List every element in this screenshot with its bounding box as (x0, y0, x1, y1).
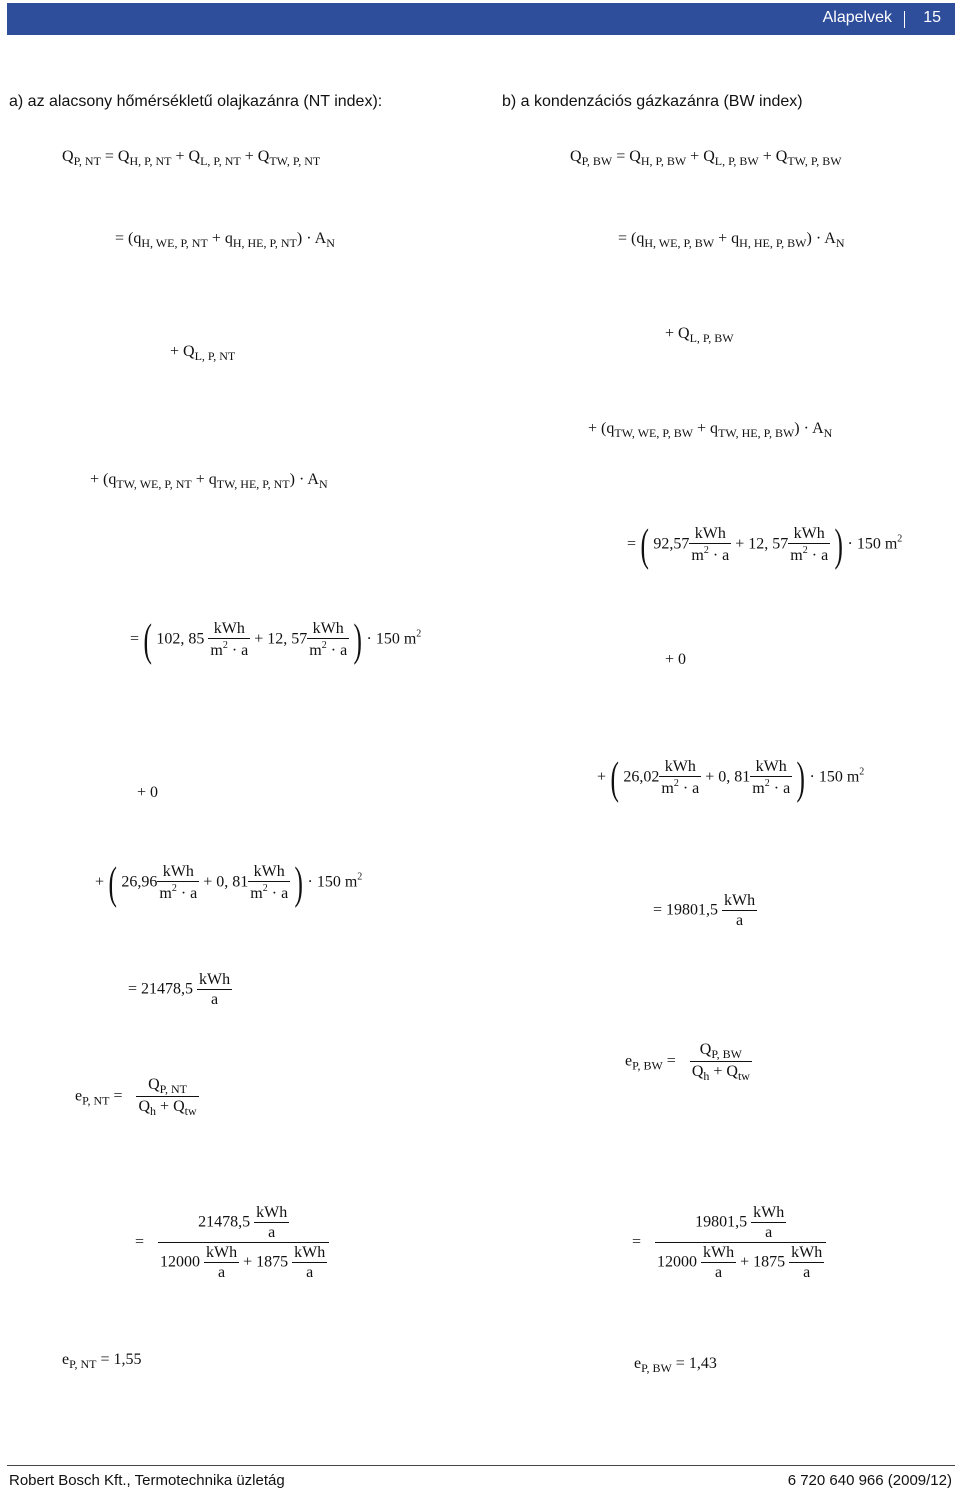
eq-sup: 2 (416, 628, 422, 640)
eq-value: + 1875 (243, 1253, 289, 1271)
close-paren: ) (294, 857, 304, 908)
ratio-den (158, 1243, 329, 1281)
eq-text: + Q (170, 343, 195, 360)
eq-sub: H, P, NT (129, 154, 172, 168)
eq-text: = (q (618, 230, 645, 247)
unit-den (689, 544, 731, 564)
unit-num: kWh (256, 1204, 288, 1221)
open-paren: ( (108, 857, 117, 908)
left-eq-expenditure-values (135, 1205, 329, 1281)
unit-fraction (788, 526, 830, 564)
right-eq-ventilation (665, 326, 734, 344)
eq-sub: TW, P, NT (269, 154, 321, 168)
eq-text: Q (148, 1076, 160, 1093)
unit-a: · a (769, 780, 791, 797)
open-paren: ( (640, 519, 649, 570)
unit-fraction (751, 1205, 786, 1241)
eq-sub: TW, HE, P, BW (718, 426, 795, 440)
ratio-fraction (690, 1042, 752, 1082)
unit-num: kWh (753, 1204, 785, 1221)
eq-value: = 1,55 (96, 1351, 142, 1368)
unit-den (248, 882, 290, 902)
right-eq-zero (665, 652, 686, 668)
eq-value: 12000 (657, 1253, 698, 1271)
eq-text: + 0 (137, 784, 159, 801)
eq-text: ) · A (794, 420, 824, 437)
eq-value: 26,02 (623, 768, 660, 786)
unit-sq: 2 (703, 545, 709, 556)
unit-m: m (691, 547, 704, 564)
eq-sub: H, WE, P, NT (141, 236, 208, 250)
left-eq-heating (115, 231, 335, 249)
unit-sq: 2 (764, 778, 770, 789)
eq-sub: P, BW (711, 1047, 743, 1061)
page-number: 15 (923, 9, 941, 26)
left-eq-ventilation (170, 344, 235, 362)
eq-sub: P, BW (632, 1058, 663, 1073)
ratio-den (690, 1062, 752, 1082)
eq-text: ) · A (289, 471, 319, 488)
eq-sub: P, NT (159, 1082, 187, 1096)
unit-fraction (701, 1245, 736, 1281)
left-eq-final (62, 1352, 141, 1370)
eq-sub: TW, WE, P, BW (614, 426, 694, 440)
unit-a: · a (326, 642, 348, 659)
eq-sub: h (703, 1069, 710, 1083)
eq-area: · 150 m (847, 535, 898, 553)
eq-value: 92,57 (653, 535, 690, 553)
right-eq-heating-values (627, 519, 903, 570)
footer-company: Robert Bosch Kft., Termotechnika üzletág (9, 1472, 285, 1489)
unit-a: · a (807, 547, 829, 564)
unit-num: kWh (659, 759, 701, 777)
right-eq-total (570, 149, 842, 167)
eq-text: + Q (665, 325, 690, 342)
eq-value: + 1875 (740, 1253, 786, 1271)
ratio-fraction (158, 1205, 329, 1281)
eq-value: + 0, 81 (203, 873, 249, 891)
open-paren: ( (143, 614, 152, 665)
right-eq-expenditure-values (632, 1205, 826, 1281)
left-eq-expenditure-def (75, 1077, 199, 1117)
eq-sub: tw (737, 1069, 750, 1083)
unit-num: kWh (703, 1244, 735, 1261)
unit-fraction (307, 621, 349, 659)
eq-text: Q (691, 1063, 704, 1080)
eq-sub: N (326, 236, 335, 250)
eq-text: = (135, 1233, 145, 1251)
ratio-num (158, 1205, 329, 1243)
unit-fraction (750, 759, 792, 797)
eq-sub: L, P, NT (200, 154, 241, 168)
unit-den: a (765, 1224, 773, 1241)
eq-text: Q (138, 1098, 151, 1115)
eq-area: · 150 m (366, 630, 417, 648)
eq-sub: H, WE, P, BW (644, 236, 715, 250)
unit-fraction (689, 526, 731, 564)
eq-value: 12000 (160, 1253, 201, 1271)
unit-den: a (268, 1224, 276, 1241)
unit-num: kWh (157, 864, 199, 882)
eq-text: + q (714, 230, 740, 247)
eq-text: + q (693, 420, 719, 437)
eq-sub: N (835, 236, 845, 250)
unit-a: · a (267, 885, 289, 902)
eq-text: + 0 (665, 651, 687, 668)
unit-num: kWh (208, 621, 250, 639)
unit-m: m (250, 885, 263, 902)
eq-text: Q (62, 148, 74, 165)
unit-den (659, 777, 701, 797)
ratio-fraction (655, 1205, 826, 1281)
eq-text: + Q (240, 148, 270, 165)
right-column-title: b) a kondenzációs gázkazánra (BW index) (502, 93, 803, 110)
close-paren: ) (353, 614, 363, 665)
unit-m: m (661, 780, 674, 797)
ratio-den (655, 1243, 826, 1281)
eq-sub: P, BW (581, 154, 613, 168)
unit-fraction (254, 1205, 289, 1241)
eq-value: = 19801,5 (653, 901, 719, 919)
right-eq-hot-water-values (597, 752, 865, 803)
unit-sq: 2 (262, 883, 268, 894)
unit-den (157, 882, 199, 902)
footer-divider (7, 1465, 955, 1466)
unit-den (307, 639, 349, 659)
close-paren: ) (834, 519, 844, 570)
eq-text: e (62, 1351, 70, 1368)
unit-num: kWh (248, 864, 290, 882)
eq-area: · 150 m (307, 873, 358, 891)
eq-sub: h (150, 1104, 157, 1118)
unit-num: kWh (294, 1244, 326, 1261)
unit-num: kWh (206, 1244, 238, 1261)
unit-den: a (803, 1264, 811, 1281)
unit-sq: 2 (321, 640, 327, 651)
eq-text: + (597, 768, 607, 786)
eq-sub: TW, P, BW (787, 154, 842, 168)
left-eq-hot-water (90, 472, 328, 490)
unit-sq: 2 (673, 778, 679, 789)
eq-text: = (109, 1087, 123, 1105)
unit-fraction (789, 1245, 824, 1281)
unit-fraction (659, 759, 701, 797)
ratio-fraction (136, 1077, 198, 1117)
eq-value: 19801,5 (695, 1213, 748, 1231)
eq-sup: 2 (897, 533, 903, 545)
unit-num: kWh (788, 526, 830, 544)
left-eq-zero (137, 785, 158, 801)
eq-value: 26,96 (121, 873, 158, 891)
eq-text: = (627, 535, 637, 553)
eq-value: 21478,5 (198, 1213, 251, 1231)
eq-text: Q (570, 148, 582, 165)
right-eq-final (634, 1356, 717, 1374)
unit-fraction (722, 893, 757, 929)
eq-sub: L, P, NT (194, 349, 236, 363)
unit-m: m (159, 885, 172, 902)
unit-m: m (210, 642, 223, 659)
unit-a: · a (708, 547, 730, 564)
unit-num: kWh (307, 621, 349, 639)
eq-text: = (662, 1052, 676, 1070)
eq-text: + Q (156, 1098, 185, 1115)
ratio-num (655, 1205, 826, 1243)
eq-text: + Q (709, 1063, 738, 1080)
header-separator (904, 11, 905, 28)
eq-text: + q (191, 471, 217, 488)
unit-den: a (306, 1264, 314, 1281)
eq-sub: H, HE, P, BW (739, 236, 807, 250)
left-column-title: a) az alacsony hőmérsékletű olajkazánra (NT index): (9, 93, 383, 110)
eq-text: = (632, 1233, 642, 1251)
unit-sq: 2 (222, 640, 228, 651)
section-title: Alapelvek (822, 9, 892, 26)
eq-text: + Q (171, 148, 201, 165)
unit-m: m (790, 547, 803, 564)
eq-text: e (634, 1355, 642, 1372)
eq-text: + (q (90, 471, 117, 488)
close-paren: ) (796, 752, 806, 803)
left-eq-result (128, 972, 232, 1008)
unit-fraction (292, 1245, 327, 1281)
left-eq-hot-water-values (95, 857, 363, 908)
unit-m: m (309, 642, 322, 659)
unit-den: a (211, 991, 219, 1008)
open-paren: ( (610, 752, 619, 803)
ratio-den (136, 1097, 198, 1117)
right-eq-heating (618, 231, 845, 249)
eq-text: Q (699, 1041, 712, 1058)
eq-sub: TW, WE, P, NT (116, 477, 192, 491)
eq-text: + Q (686, 148, 715, 165)
eq-text: = (130, 630, 140, 648)
eq-value: = 1,43 (671, 1355, 717, 1372)
eq-sub: H, HE, P, NT (232, 236, 297, 250)
unit-num: kWh (724, 892, 756, 909)
unit-fraction (208, 621, 250, 659)
eq-text: e (625, 1052, 633, 1070)
right-eq-expenditure-def (625, 1042, 752, 1082)
eq-sub: P, BW (641, 1361, 672, 1375)
eq-value: = 21478,5 (128, 980, 194, 998)
eq-text: + (q (588, 420, 615, 437)
unit-fraction (157, 864, 199, 902)
eq-sub: L, P, BW (714, 154, 759, 168)
eq-sub: H, P, BW (640, 154, 687, 168)
eq-sub: P, NT (69, 1357, 97, 1371)
ratio-num (136, 1077, 198, 1097)
unit-den (788, 544, 830, 564)
eq-text: = (q (115, 230, 142, 247)
eq-sub: TW, HE, P, NT (216, 477, 290, 491)
footer-doc-number: 6 720 640 966 (2009/12) (787, 1472, 952, 1489)
eq-sub: N (318, 477, 328, 491)
unit-a: · a (227, 642, 249, 659)
unit-den (750, 777, 792, 797)
eq-text: + q (207, 230, 233, 247)
unit-fraction (197, 972, 232, 1008)
eq-text: = Q (612, 148, 641, 165)
eq-text: ) · A (296, 230, 327, 247)
unit-den: a (218, 1264, 226, 1281)
eq-text: + (95, 873, 105, 891)
unit-num: kWh (750, 759, 792, 777)
eq-value: 102, 85 (156, 630, 205, 648)
unit-num: kWh (791, 1244, 823, 1261)
unit-a: · a (678, 780, 700, 797)
eq-text: ) · A (806, 230, 836, 247)
eq-area: · 150 m (809, 768, 860, 786)
unit-a: · a (176, 885, 198, 902)
unit-den: a (715, 1264, 723, 1281)
page-header-bar (7, 3, 955, 35)
eq-sup: 2 (859, 766, 865, 778)
unit-fraction (204, 1245, 239, 1281)
unit-m: m (752, 780, 765, 797)
right-eq-hot-water (588, 421, 832, 439)
eq-text: + Q (758, 148, 788, 165)
eq-sup: 2 (357, 871, 363, 883)
eq-text: = Q (100, 148, 130, 165)
eq-value: + 0, 81 (705, 768, 751, 786)
eq-sub: tw (184, 1104, 197, 1118)
eq-text: e (75, 1087, 83, 1105)
right-eq-result (653, 893, 757, 929)
unit-den: a (736, 912, 744, 929)
unit-num: kWh (689, 526, 731, 544)
eq-value: + 12, 57 (254, 630, 308, 648)
eq-sub: P, NT (73, 154, 101, 168)
eq-value: + 12, 57 (735, 535, 789, 553)
unit-fraction (248, 864, 290, 902)
unit-sq: 2 (171, 883, 177, 894)
ratio-num (690, 1042, 752, 1062)
eq-sub: L, P, BW (689, 331, 734, 345)
left-eq-total (62, 149, 320, 167)
unit-num: kWh (199, 971, 231, 988)
unit-den (208, 639, 250, 659)
left-eq-heating-values (130, 614, 422, 665)
eq-sub: N (823, 426, 833, 440)
unit-sq: 2 (802, 545, 808, 556)
eq-sub: P, NT (82, 1093, 110, 1108)
